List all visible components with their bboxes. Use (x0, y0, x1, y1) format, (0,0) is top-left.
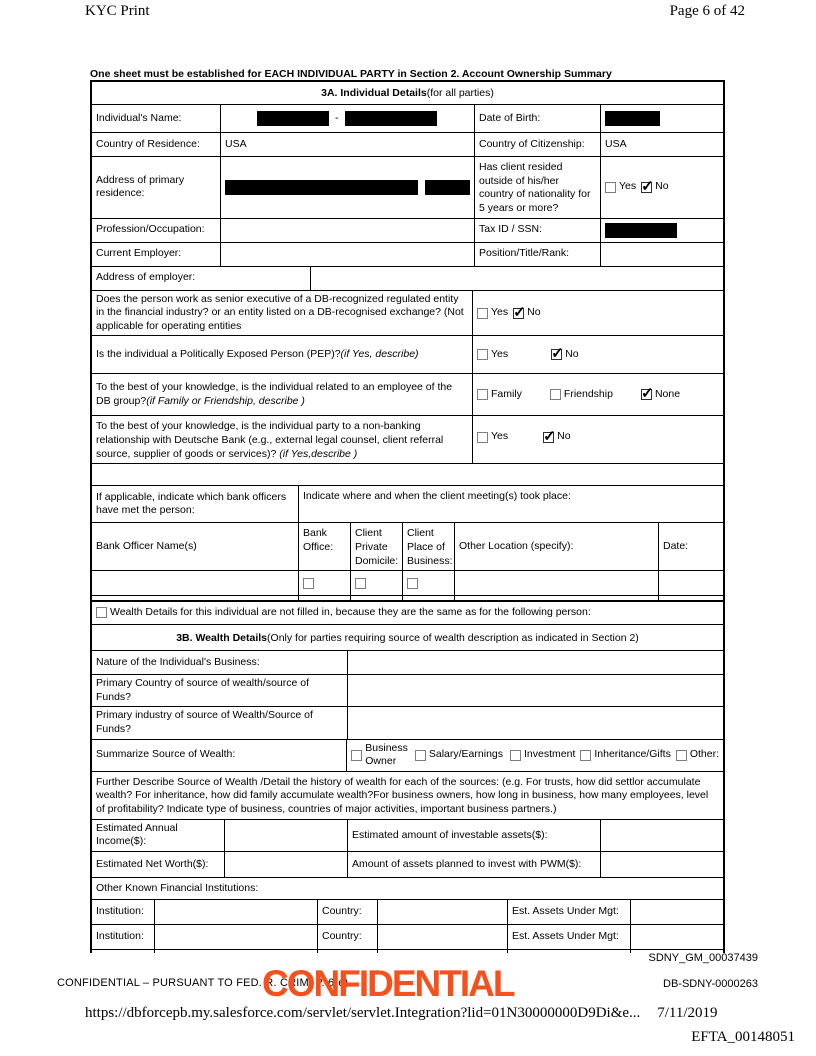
row-non-banking (92, 415, 723, 463)
private-domicile-checkbox[interactable] (355, 578, 366, 589)
db-related-question-italic: (if Family or Friendship, describe ) (146, 394, 305, 407)
non-banking-answer (472, 416, 723, 463)
aum-value[interactable] (630, 925, 723, 949)
row-employer (92, 242, 723, 266)
wealth-same-as-label: Wealth Details for this individual are not filled in, because they are the same as for the following person: (110, 606, 591, 619)
country-label: Country: (317, 900, 377, 924)
annual-income-label: Estimated Annual Income($): (96, 821, 178, 848)
other-location-cell[interactable] (454, 571, 658, 595)
senior-exec-answer (472, 291, 723, 336)
wealth-same-as-cell (92, 602, 723, 624)
officer-name-cell[interactable] (92, 571, 298, 595)
other-institutions-label: Other Known Financial Institutions: (96, 881, 259, 894)
officers-intro: If applicable, indicate which bank officers have met the person: (96, 490, 287, 517)
summarize-label: Summarize Source of Wealth: (96, 748, 236, 761)
non-banking-yes-checkbox[interactable] (477, 432, 488, 443)
business-owner-checkbox[interactable] (351, 750, 362, 761)
meetings-intro: Indicate where and when the client meeting(s) took place: (298, 486, 723, 522)
page-header (85, 3, 745, 20)
db-related-none-checkbox[interactable] (641, 389, 652, 400)
resided-no-checkbox[interactable] (641, 182, 652, 193)
salary-earnings-label: Salary/Earnings (428, 748, 503, 761)
net-worth-value[interactable] (224, 852, 347, 877)
pep-question-text: Is the individual a Politically Exposed Person (PEP)? (96, 348, 341, 361)
non-banking-question (92, 416, 472, 463)
pwm-assets-label: Amount of assets planned to invest with PWM($): (347, 852, 600, 877)
senior-exec-no-label: No (527, 306, 541, 319)
pep-no-label: No (565, 348, 579, 361)
taxid-label: Tax ID / SSN: (474, 219, 600, 242)
row-primary-country (92, 674, 723, 706)
institution-value[interactable] (154, 950, 317, 953)
page-number: Page 6 of 42 (669, 3, 745, 19)
spacer-row (92, 463, 723, 485)
non-banking-yes-label: Yes (491, 430, 509, 443)
resided-yes-checkbox[interactable] (605, 182, 616, 193)
investment-label: Investment (524, 748, 576, 761)
further-describe-text: Further Describe Source of Wealth /Detail the history of wealth for each of the sources: (e.g. For trusts, how did settlor accumulate wealth? For inheritance, how did family accumulate wealth?For business owners, how long in business, how many employees, level of profitability? Indicate type of business, countries of major activities, important business partners.) (96, 775, 709, 816)
nature-value[interactable] (347, 651, 723, 674)
private-domicile-header: Client Private Domicile: (350, 523, 402, 570)
confidential-pursuant-line: CONFIDENTIAL – PURSUANT TO FED. R. CRIM. P. 6(e) (57, 977, 349, 989)
db-related-none-label: None (654, 388, 681, 401)
section-3a-table (90, 80, 725, 647)
bates-number-db: DB-SDNY-0000263 (663, 978, 758, 990)
row-profession (92, 218, 723, 242)
resided-question: Has client resided outside of his/her country of nationality for 5 years or more? (474, 157, 600, 218)
section-3b-table (90, 600, 725, 953)
section-3b-header (92, 624, 723, 650)
institution-value[interactable] (154, 900, 317, 924)
other-label: Other: (689, 748, 719, 761)
institution-row (92, 899, 723, 924)
senior-exec-yes-label: Yes (491, 306, 509, 319)
country-label: Country: (317, 925, 377, 949)
row-summarize-wealth (92, 739, 723, 771)
country-value[interactable] (377, 950, 507, 953)
officer-name-header: Bank Officer Name(s) (96, 540, 197, 553)
institution-value[interactable] (154, 925, 317, 949)
pep-yes-checkbox[interactable] (477, 349, 488, 360)
redaction-bar (345, 111, 437, 126)
inheritance-gifts-checkbox[interactable] (580, 750, 591, 761)
summarize-options (346, 740, 723, 771)
private-domicile-cell (350, 571, 402, 595)
row-pep (92, 335, 723, 373)
redaction-bar (605, 111, 660, 126)
redaction-bar (257, 111, 329, 126)
row-nature (92, 650, 723, 674)
resided-yes-label: Yes (619, 180, 637, 193)
investable-assets-value[interactable] (600, 820, 723, 851)
redaction-bar (605, 223, 677, 238)
employer-value (220, 243, 474, 266)
aum-value[interactable] (630, 900, 723, 924)
row-wealth-same-as (92, 602, 723, 624)
country-value[interactable] (377, 925, 507, 949)
section-3a-title-note: (for all parties) (426, 87, 494, 99)
db-related-friendship-checkbox[interactable] (550, 389, 561, 400)
place-of-business-cell (402, 571, 454, 595)
employer-address-value (310, 267, 723, 290)
investable-assets-label: Estimated amount of investable assets($): (347, 820, 600, 851)
row-db-related (92, 373, 723, 415)
country-value[interactable] (377, 900, 507, 924)
other-location-header: Other Location (specify): (454, 523, 658, 570)
section-3a-title: 3A. Individual Details (321, 87, 427, 99)
primary-country-value[interactable] (347, 675, 723, 706)
row-senior-exec (92, 290, 723, 336)
db-related-question-text: To the best of your knowledge, is the individual related to an employee of the DB group? (96, 381, 453, 407)
address-label: Address of primary residence: (96, 173, 185, 200)
pwm-assets-value[interactable] (600, 852, 723, 877)
salary-earnings-checkbox[interactable] (415, 750, 426, 761)
row-primary-industry (92, 706, 723, 738)
redaction-bar (225, 180, 418, 195)
non-banking-no-label: No (557, 430, 571, 443)
residence-label: Country of Residence: (96, 137, 200, 150)
aum-label: Est. Assets Under Mgt: (507, 900, 630, 924)
profession-value (220, 219, 474, 242)
taxid-value (600, 219, 723, 242)
net-worth-label: Estimated Net Worth($): (96, 857, 209, 870)
individual-name-label: Individual's Name: (96, 111, 182, 124)
individual-name-value (220, 105, 474, 132)
name-separator: - (335, 111, 339, 124)
print-date: 7/11/2019 (657, 1005, 718, 1021)
bank-office-checkbox[interactable] (303, 578, 314, 589)
confidential-stamp: CONFIDENTIAL (262, 963, 514, 1004)
section-3b-title: 3B. Wealth Details (176, 631, 268, 644)
dob-label: Date of Birth: (474, 105, 600, 132)
institution-label: Institution: (96, 905, 144, 918)
redaction-bar (425, 180, 470, 195)
db-related-question (92, 374, 472, 415)
position-value (600, 243, 723, 266)
row-employer-address (92, 266, 723, 290)
business-owner-label: Business Owner (365, 741, 408, 768)
aum-label (507, 950, 630, 953)
primary-industry-label: Primary industry of source of Wealth/Source of Funds? (96, 709, 313, 735)
row-officers-intro (92, 485, 723, 522)
senior-exec-no-checkbox[interactable] (513, 308, 524, 319)
non-banking-no-checkbox[interactable] (543, 432, 554, 443)
pep-question (92, 336, 472, 373)
pep-question-italic: (if Yes, describe) (340, 348, 419, 361)
resided-answer (600, 157, 723, 218)
date-header: Date: (658, 523, 723, 570)
primary-industry-value[interactable] (347, 707, 723, 738)
officer-row (92, 570, 723, 595)
profession-label: Profession/Occupation: (96, 223, 205, 236)
pep-yes-label: Yes (491, 348, 509, 361)
inheritance-gifts-label: Inheritance/Gifts (594, 748, 671, 761)
address-value (220, 157, 474, 218)
employer-address-label: Address of employer: (96, 271, 196, 284)
db-related-answer (472, 374, 723, 415)
row-net-worth (92, 851, 723, 877)
bank-office-cell (298, 571, 350, 595)
document-title: KYC Print (85, 3, 150, 19)
section-3b-title-note: (Only for parties requiring source of wealth description as indicated in Section 2) (267, 631, 639, 644)
wealth-same-as-checkbox[interactable] (96, 607, 107, 618)
investment-checkbox[interactable] (510, 750, 521, 761)
institution-row (92, 924, 723, 949)
primary-country-label: Primary Country of source of wealth/source of Funds? (96, 677, 310, 703)
date-cell[interactable] (658, 571, 723, 595)
aum-label: Est. Assets Under Mgt: (507, 925, 630, 949)
senior-exec-question: Does the person work as senior executive of a DB-recognized regulated entity in the financial industry? or an entity listed on a DB-recognised exchange? (Not applicable for operating entities (96, 292, 464, 332)
db-related-friendship-label: Friendship (563, 388, 613, 401)
section-3a-header (92, 82, 723, 104)
resided-no-label: No (655, 180, 669, 193)
pep-answer (472, 336, 723, 373)
dob-value (600, 105, 723, 132)
non-banking-question-text: To the best of your knowledge, is the individual party to a non-banking relationship with Deutsche Bank (e.g., external legal counsel, client referral source, supplier of goods or services)? (96, 420, 444, 460)
db-related-family-checkbox[interactable] (477, 389, 488, 400)
officer-table-header (92, 522, 723, 570)
row-address (92, 156, 723, 218)
place-of-business-header: Client Place of Business: (402, 523, 454, 570)
row-income (92, 819, 723, 851)
other-checkbox[interactable] (676, 750, 687, 761)
position-label: Position/Title/Rank: (474, 243, 600, 266)
place-of-business-checkbox[interactable] (407, 578, 418, 589)
bank-office-header: Bank Office: (298, 523, 350, 570)
row-country (92, 132, 723, 156)
row-other-institutions (92, 877, 723, 899)
residence-value: USA (220, 133, 474, 156)
senior-exec-yes-checkbox[interactable] (477, 308, 488, 319)
citizenship-label: Country of Citizenship: (474, 133, 600, 156)
institution-row (92, 949, 723, 953)
bates-number-sdny: SDNY_GM_00037439 (648, 952, 758, 964)
nature-label: Nature of the Individual's Business: (96, 655, 260, 668)
institution-label: Institution: (96, 930, 144, 943)
employer-label: Current Employer: (96, 247, 182, 260)
country-label (317, 950, 377, 953)
non-banking-question-italic: (if Yes,describe ) (279, 447, 358, 460)
source-url: https://dbforcepb.my.salesforce.com/servlet/servlet.Integration?lid=01N30000000D9Di&e... (85, 1005, 641, 1021)
bates-number-efta: EFTA_00148051 (691, 1029, 795, 1045)
annual-income-value[interactable] (224, 820, 347, 851)
db-related-family-label: Family (491, 388, 522, 401)
row-further-describe (92, 771, 723, 819)
row-individual-name (92, 104, 723, 132)
pep-no-checkbox[interactable] (551, 349, 562, 360)
institution-label (92, 950, 154, 953)
form-instruction: One sheet must be established for EACH INDIVIDUAL PARTY in Section 2. Account Ownership Summary (90, 68, 612, 80)
citizenship-value: USA (600, 133, 723, 156)
print-footer (85, 1005, 745, 1022)
